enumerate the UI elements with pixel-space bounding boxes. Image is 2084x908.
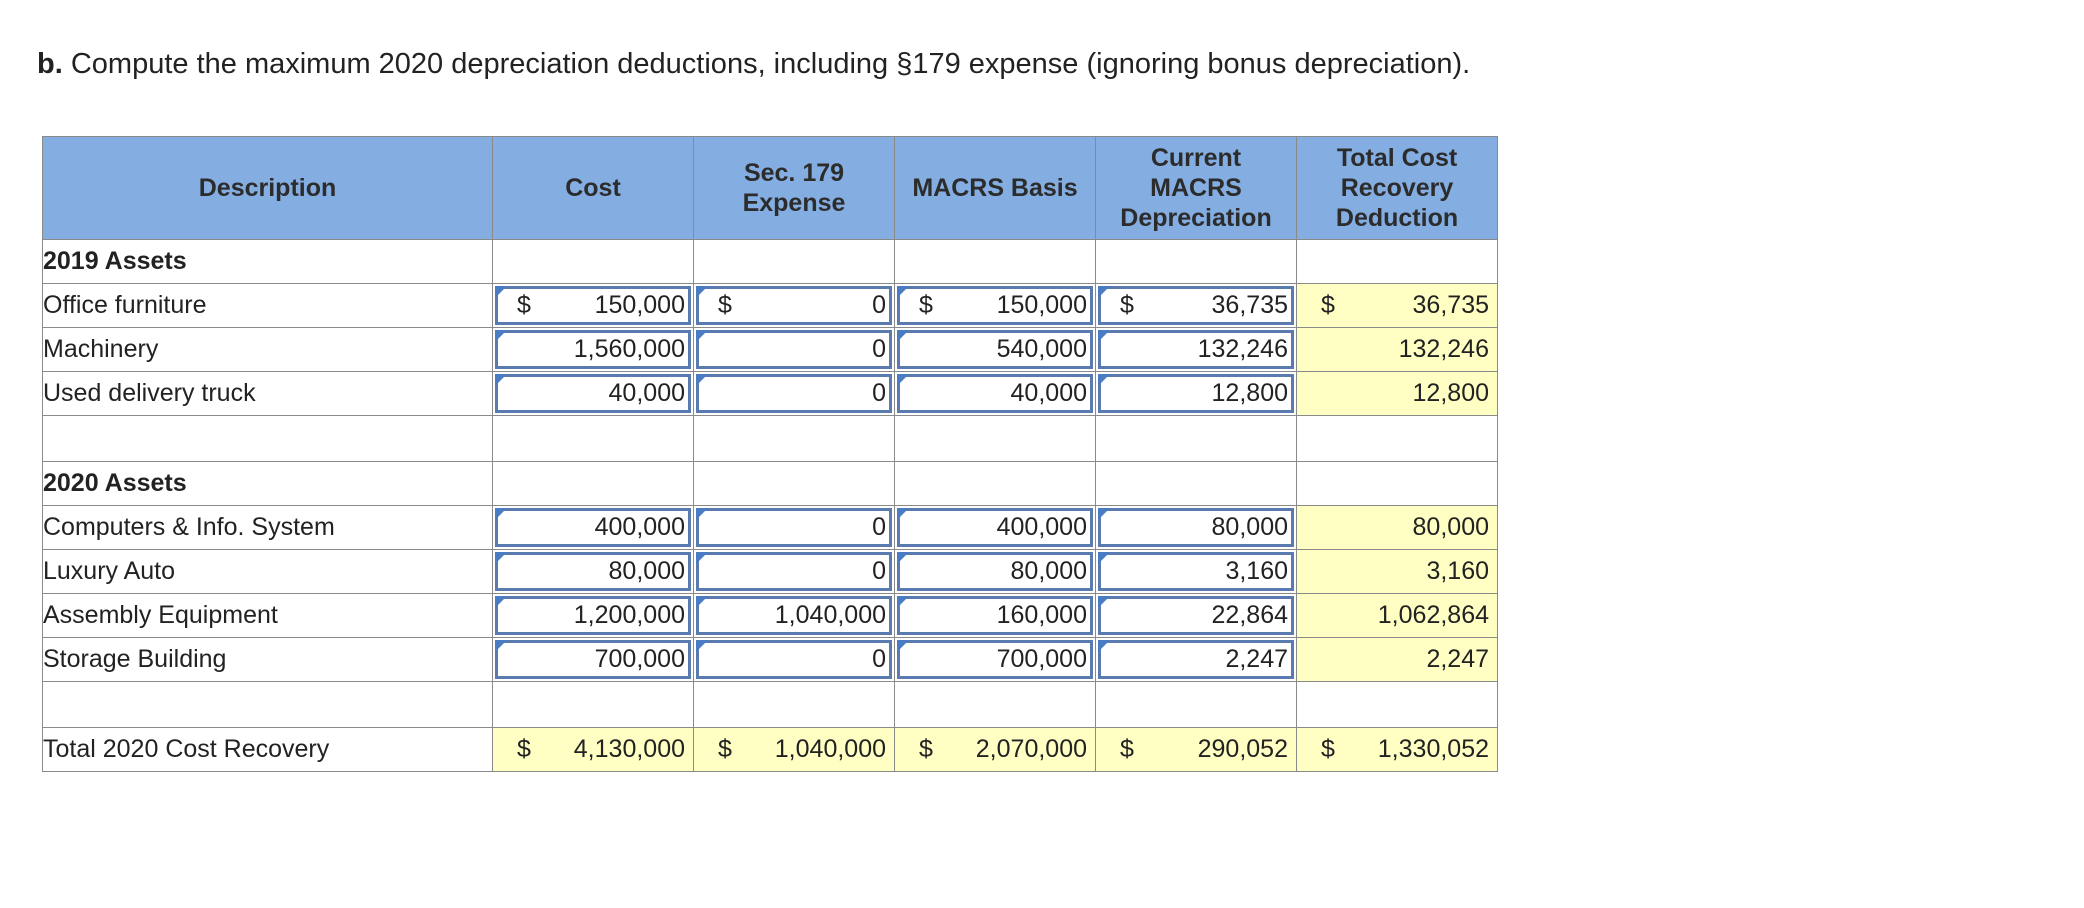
blank-row	[43, 416, 1498, 462]
sec179-input[interactable]: 0	[694, 506, 895, 550]
total-recovery-value: 1,062,864	[1297, 594, 1498, 638]
dollar-sign: $	[718, 735, 732, 763]
cost-input[interactable]: 80,000	[493, 550, 694, 594]
cost-input[interactable]: 40,000	[493, 372, 694, 416]
header-current-line2: MACRS	[1150, 174, 1242, 202]
input-flag-icon	[696, 640, 708, 652]
input-flag-icon	[897, 330, 909, 342]
sec179-input[interactable]: 1,040,000	[694, 594, 895, 638]
current-macrs-input[interactable]: 22,864	[1096, 594, 1297, 638]
header-sec179	[694, 137, 895, 240]
totals-label: Total 2020 Cost Recovery	[43, 728, 493, 772]
input-flag-icon	[897, 508, 909, 520]
total-recovery-value: 80,000	[1297, 506, 1498, 550]
current-macrs-input[interactable]: 132,246	[1096, 328, 1297, 372]
table-row	[43, 594, 1498, 638]
header-row	[43, 137, 1498, 240]
input-flag-icon	[897, 596, 909, 608]
macrs-basis-input[interactable]: $ 150,000	[895, 284, 1096, 328]
input-flag-icon	[495, 508, 507, 520]
table-row	[43, 284, 1498, 328]
header-current-line3: Depreciation	[1120, 204, 1272, 232]
cost-input[interactable]: 400,000	[493, 506, 694, 550]
cost-input[interactable]: 700,000	[493, 638, 694, 682]
dollar-sign: $	[1120, 291, 1134, 319]
input-flag-icon	[1098, 596, 1110, 608]
input-flag-icon	[696, 330, 708, 342]
input-flag-icon	[696, 552, 708, 564]
header-total-line3: Deduction	[1335, 204, 1459, 232]
totals-row	[43, 728, 1498, 772]
total-sec179-value: $ 1,040,000	[694, 728, 895, 772]
section-row-2019	[43, 240, 1498, 284]
input-flag-icon	[495, 374, 507, 386]
input-flag-icon	[1098, 330, 1110, 342]
header-total-recovery	[1297, 137, 1498, 240]
input-flag-icon	[696, 508, 708, 520]
section-label-2019: 2019 Assets	[43, 240, 493, 284]
question-text: Compute the maximum 2020 depreciation deductions, including §179 expense (ignoring bonus depreciation).	[70, 48, 1471, 80]
current-macrs-input[interactable]: 80,000	[1096, 506, 1297, 550]
asset-description: Office furniture	[43, 284, 493, 328]
question-prompt	[37, 48, 1470, 81]
header-sec179-line1: Sec. 179	[743, 159, 845, 187]
total-cost-value: $ 4,130,000	[493, 728, 694, 772]
table-row	[43, 638, 1498, 682]
total-current-value: $ 290,052	[1096, 728, 1297, 772]
dollar-sign: $	[1120, 735, 1134, 763]
macrs-basis-input[interactable]: 540,000	[895, 328, 1096, 372]
current-macrs-input[interactable]: $ 36,735	[1096, 284, 1297, 328]
asset-description: Computers & Info. System	[43, 506, 493, 550]
asset-description: Assembly Equipment	[43, 594, 493, 638]
dollar-sign: $	[517, 291, 531, 319]
current-macrs-input[interactable]: 2,247	[1096, 638, 1297, 682]
table-row	[43, 328, 1498, 372]
cost-input[interactable]: 1,200,000	[493, 594, 694, 638]
sec179-input[interactable]: 0	[694, 372, 895, 416]
header-description: Description	[43, 137, 493, 240]
input-flag-icon	[1098, 640, 1110, 652]
total-recovery-grand-value: $ 1,330,052	[1297, 728, 1498, 772]
input-flag-icon	[1098, 508, 1110, 520]
dollar-sign: $	[517, 735, 531, 763]
asset-description: Luxury Auto	[43, 550, 493, 594]
macrs-basis-input[interactable]: 40,000	[895, 372, 1096, 416]
total-recovery-value: 3,160	[1297, 550, 1498, 594]
input-flag-icon	[495, 286, 507, 298]
cost-input[interactable]: $ 150,000	[493, 284, 694, 328]
dollar-sign: $	[1321, 291, 1335, 319]
header-macrs-basis: MACRS Basis	[895, 137, 1096, 240]
asset-description: Storage Building	[43, 638, 493, 682]
input-flag-icon	[696, 374, 708, 386]
input-flag-icon	[897, 640, 909, 652]
macrs-basis-input[interactable]: 160,000	[895, 594, 1096, 638]
sec179-input[interactable]: 0	[694, 638, 895, 682]
table-row	[43, 372, 1498, 416]
asset-description: Machinery	[43, 328, 493, 372]
table-row	[43, 550, 1498, 594]
section-label-2020: 2020 Assets	[43, 462, 493, 506]
input-flag-icon	[495, 552, 507, 564]
input-flag-icon	[495, 596, 507, 608]
input-flag-icon	[897, 374, 909, 386]
dollar-sign: $	[919, 735, 933, 763]
input-flag-icon	[696, 596, 708, 608]
input-flag-icon	[897, 552, 909, 564]
header-sec179-line2: Expense	[742, 189, 846, 217]
input-flag-icon	[495, 640, 507, 652]
header-current-line1: Current	[1150, 144, 1242, 172]
input-flag-icon	[897, 286, 909, 298]
header-current-macrs	[1096, 137, 1297, 240]
asset-description: Used delivery truck	[43, 372, 493, 416]
table-row	[43, 506, 1498, 550]
total-basis-value: $ 2,070,000	[895, 728, 1096, 772]
current-macrs-input[interactable]: 12,800	[1096, 372, 1297, 416]
input-flag-icon	[696, 286, 708, 298]
sec179-input[interactable]: 0	[694, 328, 895, 372]
total-recovery-value: 132,246	[1297, 328, 1498, 372]
header-cost: Cost	[493, 137, 694, 240]
question-label: b.	[37, 48, 63, 80]
header-total-line2: Recovery	[1340, 174, 1454, 202]
macrs-basis-input[interactable]: 400,000	[895, 506, 1096, 550]
input-flag-icon	[495, 330, 507, 342]
cost-input[interactable]: 1,560,000	[493, 328, 694, 372]
input-flag-icon	[1098, 374, 1110, 386]
current-macrs-input[interactable]: 3,160	[1096, 550, 1297, 594]
sec179-input[interactable]: $ 0	[694, 284, 895, 328]
total-recovery-value: 2,247	[1297, 638, 1498, 682]
dollar-sign: $	[919, 291, 933, 319]
input-flag-icon	[1098, 552, 1110, 564]
dollar-sign: $	[1321, 735, 1335, 763]
macrs-basis-input[interactable]: 700,000	[895, 638, 1096, 682]
total-recovery-value: $ 36,735	[1297, 284, 1498, 328]
dollar-sign: $	[718, 291, 732, 319]
header-total-line1: Total Cost	[1336, 144, 1458, 172]
total-recovery-value: 12,800	[1297, 372, 1498, 416]
section-row-2020	[43, 462, 1498, 506]
macrs-basis-input[interactable]: 80,000	[895, 550, 1096, 594]
sec179-input[interactable]: 0	[694, 550, 895, 594]
depreciation-table	[42, 136, 1498, 772]
blank-row	[43, 682, 1498, 728]
input-flag-icon	[1098, 286, 1110, 298]
